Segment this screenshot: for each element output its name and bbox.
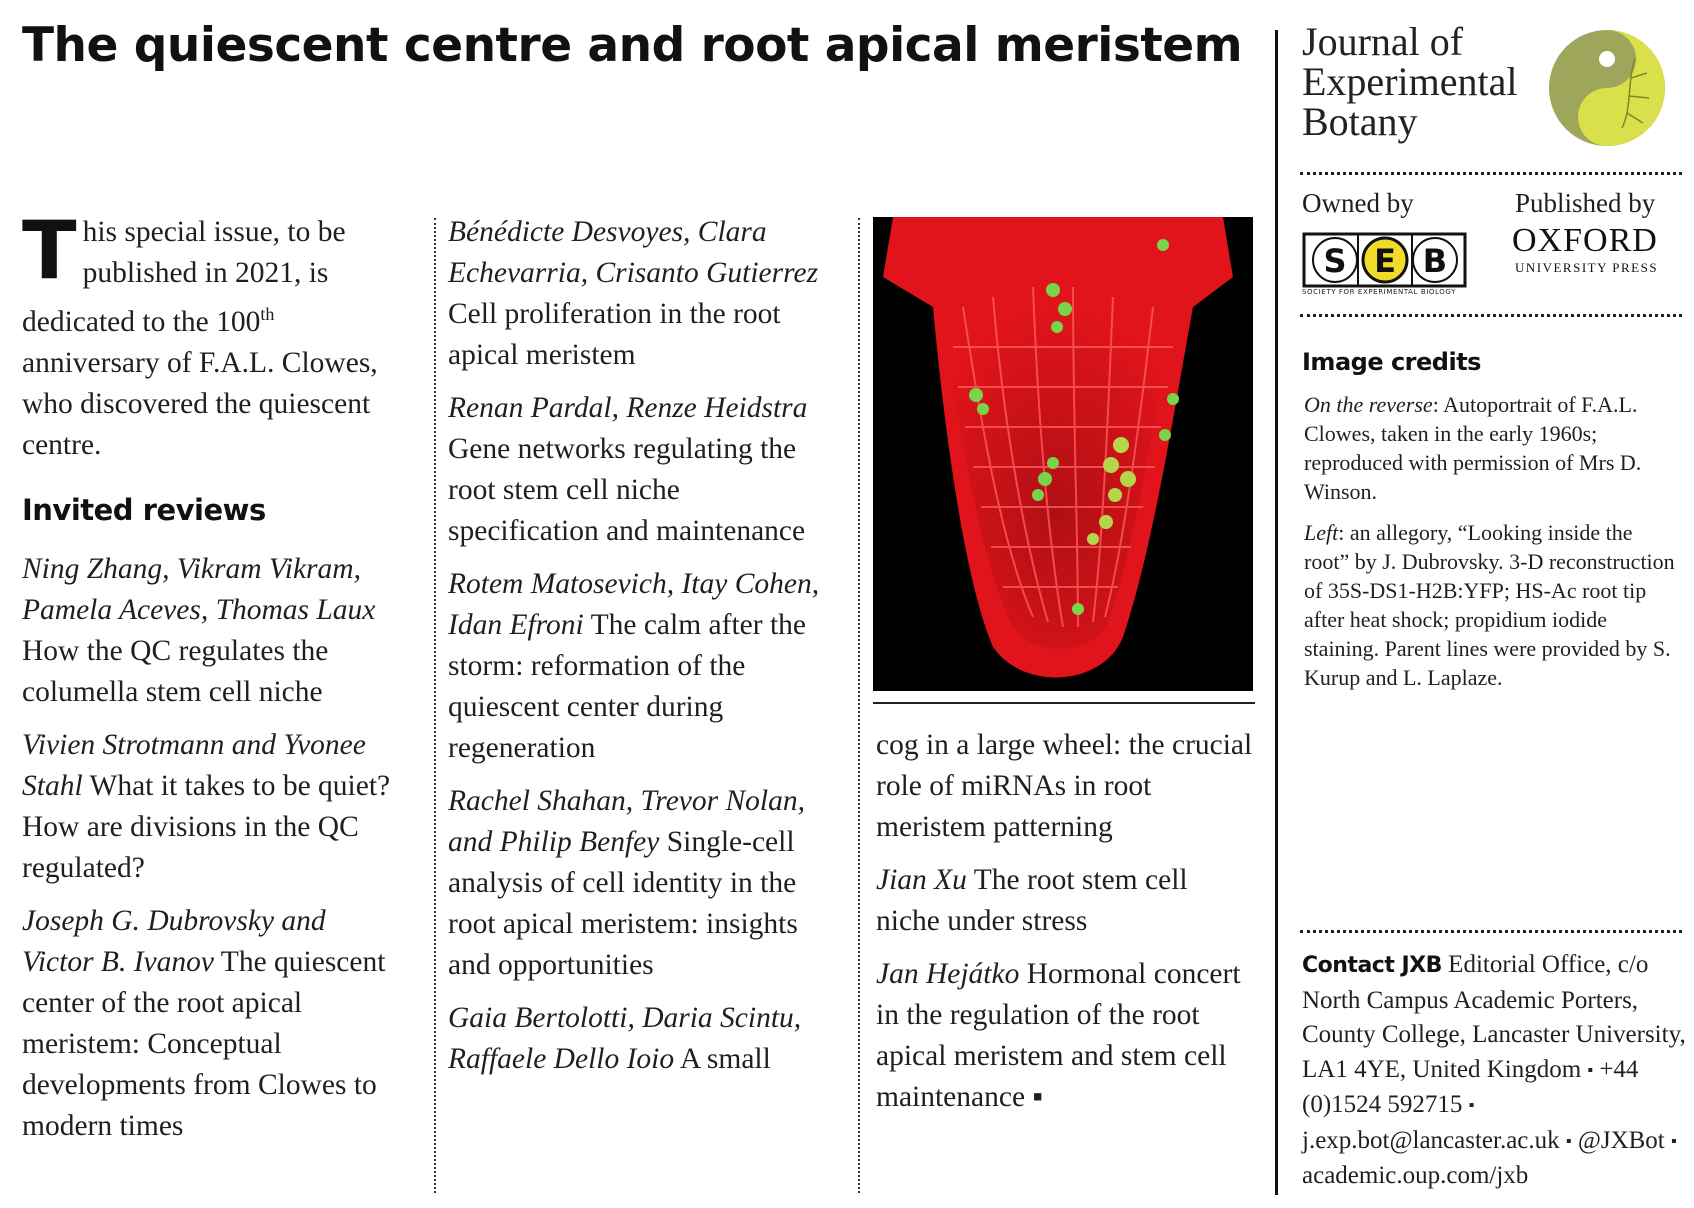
root-illustration <box>873 217 1253 691</box>
review-authors: Gaia Bertolotti, Daria Scintu, Raffaele Dello Ioio <box>448 1002 802 1075</box>
credit-label: Left <box>1304 520 1339 545</box>
review-title: The root stem cell niche under stress <box>876 864 1188 937</box>
review-entry-continued <box>876 725 1256 848</box>
journal-name-line: Journal of <box>1302 19 1464 64</box>
review-authors: Ning Zhang, Vikram Vikram, Pamela Aceves, Thomas Laux <box>22 552 376 626</box>
review-authors: Joseph G. Dubrovsky and Victor B. Ivanov <box>22 904 326 978</box>
end-mark: ▪ <box>1032 1081 1043 1113</box>
column-divider <box>434 218 436 1193</box>
published-by-label: Published by <box>1515 188 1656 218</box>
review-title: cog in a large wheel: the crucial role of miRNAs in root meristem patterning <box>876 729 1253 843</box>
journal-logo <box>1546 28 1668 148</box>
review-authors: Renan Pardal, Renze Heidstra <box>448 392 808 424</box>
article-title: The quiescent centre and root apical meristem <box>22 18 1243 73</box>
oup-logo-text: UNIVERSITY PRESS <box>1515 260 1659 275</box>
column-2 <box>448 212 833 1092</box>
review-authors: Bénédicte Desvoyes, Clara Echevarria, Crisanto Gutierrez <box>448 216 819 289</box>
seb-subtitle: SOCIETY FOR EXPERIMENTAL BIOLOGY <box>1302 288 1456 296</box>
review-title: Gene networks regulating the root stem cell niche specification and maintenance <box>448 433 806 547</box>
oxford-logo-text: OXFORD <box>1512 222 1658 259</box>
credit-text: : an allegory, “Looking inside the root” by J. Dubrovsky. 3-D reconstruction of 35S-DS1-H2B:YFP; HS-Ac root tip after heat shock; propidium iodide staining. Parent lines were provided by S. Kurup and L. Laplaze. <box>1304 520 1675 690</box>
intro-paragraph <box>22 204 402 466</box>
intro-text-end: anniversary of F.A.L. Clowes, who discovered the quiescent centre. <box>22 346 378 461</box>
review-entry <box>448 781 833 986</box>
contact-website[interactable]: academic.oup.com/jxb <box>1302 1162 1529 1189</box>
review-title: What it takes to be quiet? How are divisions in the QC regulated? <box>22 769 391 884</box>
journal-name-line: Experimental <box>1302 59 1518 104</box>
column-1 <box>22 204 402 1159</box>
seb-letter: E <box>1374 242 1396 280</box>
review-title: How the QC regulates the columella stem cell niche <box>22 634 329 708</box>
seb-letter: S <box>1323 242 1347 280</box>
ordinal-suffix: th <box>260 304 275 324</box>
review-title: A small <box>679 1043 771 1075</box>
credit-label: On the reverse <box>1304 392 1433 417</box>
review-entry <box>22 725 402 889</box>
contact-heading: Contact JXB <box>1302 953 1442 978</box>
review-entry <box>22 549 402 713</box>
bullet-separator: ▪ <box>1565 1132 1572 1150</box>
review-entry <box>448 212 833 376</box>
review-entry <box>22 901 402 1147</box>
review-entry <box>448 998 833 1080</box>
sidebar-separator <box>1300 314 1682 317</box>
contact-block <box>1302 948 1686 1194</box>
contact-address: Editorial Office, c/o North Campus Academic Porters, County College, Lancaster University, LA1 4YE, United Kingdom <box>1302 951 1686 1083</box>
review-authors: Rotem Matosevich, Itay Cohen, Idan Efroni <box>448 568 820 641</box>
review-entry <box>448 564 833 769</box>
review-entry <box>876 860 1256 942</box>
journal-name <box>1302 19 1518 144</box>
bullet-separator: ▪ <box>1468 1097 1475 1114</box>
intro-text: his special issue, to be published in 2021, is dedicated to the 100 <box>22 216 346 338</box>
contact-email[interactable]: j.exp.bot@lancaster.ac.uk <box>1302 1126 1560 1154</box>
journal-name-line: Botany <box>1302 99 1418 144</box>
credit-entry <box>1304 518 1679 692</box>
review-title: The quiescent center of the root apical meristem: Conceptual developments from Clowes to modern times <box>22 945 386 1142</box>
bullet-separator: ▪ <box>1671 1132 1677 1150</box>
review-entry <box>448 388 833 552</box>
review-authors: Jian Xu <box>876 864 967 896</box>
section-heading: Invited reviews <box>22 492 266 527</box>
sidebar-separator <box>1300 930 1682 933</box>
review-title: The calm after the storm: reformation of the quiescent center during regeneration <box>448 609 806 764</box>
credit-text: : Autoportrait of F.A.L. Clowes, taken in the early 1960s; reproduced with permission of Mrs D. Winson. <box>1304 392 1642 504</box>
root-microscopy-image <box>873 217 1253 691</box>
credit-entry <box>1304 390 1679 506</box>
figure-rule <box>873 702 1255 704</box>
bullet-separator: ▪ <box>1587 1061 1594 1079</box>
review-authors: Jan Hejátko <box>876 958 1020 990</box>
column-3 <box>876 725 1256 1130</box>
review-title: Cell proliferation in the root apical meristem <box>448 298 781 371</box>
review-authors: Rachel Shahan, Trevor Nolan, and Philip Benfey <box>448 785 805 858</box>
review-title: Hormonal concert in the regulation of the root apical meristem and stem cell maintenance <box>876 958 1241 1113</box>
sidebar-divider <box>1275 30 1278 1195</box>
contact-twitter[interactable]: @JXBot <box>1577 1126 1665 1154</box>
drop-cap: T <box>22 204 77 297</box>
review-title: Single-cell analysis of cell identity in the root apical meristem: insights and opportunities <box>448 826 798 981</box>
contact-phone: +44 (0)1524 592715 <box>1302 1055 1639 1118</box>
seb-letter: B <box>1422 242 1448 280</box>
image-credits-heading: Image credits <box>1302 348 1481 376</box>
review-authors: Vivien Strotmann and Yvonee Stahl <box>22 728 366 802</box>
column-divider <box>858 218 860 1193</box>
sidebar-separator <box>1300 172 1682 175</box>
image-credits <box>1304 390 1679 704</box>
review-entry <box>876 954 1256 1118</box>
owned-by-label: Owned by <box>1302 188 1414 218</box>
